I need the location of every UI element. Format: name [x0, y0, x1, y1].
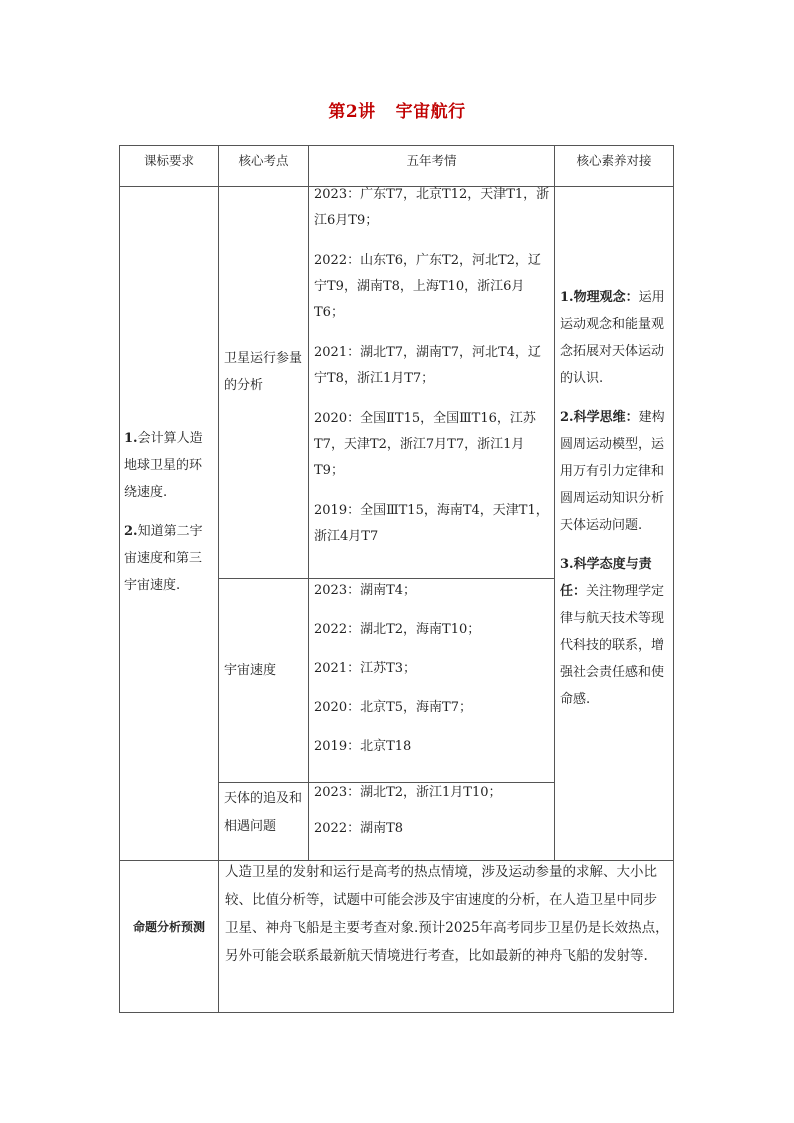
exam-entry: 2022：山东T6，广东T2，河北T2，辽宁T9，湖南T8，上海T10，浙江6月T6； [314, 253, 541, 320]
topic-cosmic-velocity: 宇宙速度 [224, 663, 277, 678]
exam-entry: 2019：全国ⅢT15，海南T4，天津T1，浙江4月T7 [314, 503, 549, 544]
prediction-text: 人造卫星的发射和运行是高考的热点情境，涉及运动参量的求解、大小比较、比值分析等，试题中可能会涉及宇宙速度的分析，在人造卫星中同步卫星、神舟飞船是主要考查对象.预计2025年高考同步卫星仍是长效热点，另外可能会联系最新航天情境进行考查，比如最新的神舟飞船的发射等. [225, 864, 669, 964]
exam-entry: 2022：湖北T2，海南T10； [314, 622, 481, 637]
exam-entry: 2023：广东T7，北京T12，天津T1，浙江6月T9； [314, 187, 550, 228]
exam-entry: 2019：北京T18 [314, 739, 412, 754]
literacy-item-2: 2.科学思维：建构圆周运动模型，运用万有引力定律和圆周运动知识分析天体运动问题. [560, 410, 665, 533]
exam-entry: 2020：北京T5，海南T7； [314, 700, 472, 715]
exam-entry: 2023：湖南T4； [314, 583, 417, 598]
header-core-topics: 核心考点 [238, 153, 289, 168]
exam-entry: 2022：湖南T8 [314, 821, 404, 836]
exam-entry: 2021：江苏T3； [314, 661, 417, 676]
exam-entry: 2021：湖北T7，湖南T7，河北T4，辽宁T8，浙江1月T7； [314, 345, 541, 386]
header-five-year-exams: 五年考情 [406, 153, 457, 168]
header-requirements: 课标要求 [143, 153, 194, 168]
requirement-1: 1.会计算人造地球卫星的环绕速度. [124, 431, 203, 500]
literacy-cell [560, 284, 668, 725]
literacy-item-3: 3.科学态度与责任：关注物理学定律与航天技术等现代科技的联系，增强社会责任感和使命感. [560, 557, 665, 707]
requirement-2: 2.知道第二宇宙速度和第三宇宙速度. [124, 524, 203, 593]
literacy-item-1: 1.物理观念：运用运动观念和能量观念拓展对天体运动的认识. [560, 290, 665, 386]
page-title [0, 97, 794, 122]
exams-satellite-params [314, 182, 550, 564]
lecture-title: 宇宙航行 [395, 102, 466, 122]
exam-entry: 2020：全国ⅡT15，全国ⅢT16，江苏T7，天津T2，浙江7月T7，浙江1月T9； [314, 411, 536, 478]
requirements-cell [124, 425, 214, 611]
exam-entry: 2023：湖北T2，浙江1月T10； [314, 785, 502, 800]
topic-chase-encounter: 天体的追及和相遇问题 [224, 791, 303, 834]
topic-satellite-params: 卫星运行参量的分析 [224, 351, 303, 393]
prediction-label: 命题分析预测 [132, 920, 205, 934]
exams-cosmic-velocity [314, 578, 550, 773]
exams-chase-encounter [314, 780, 550, 852]
header-literacy: 核心素养对接 [576, 153, 652, 168]
lecture-number: 第2讲 [328, 102, 376, 122]
